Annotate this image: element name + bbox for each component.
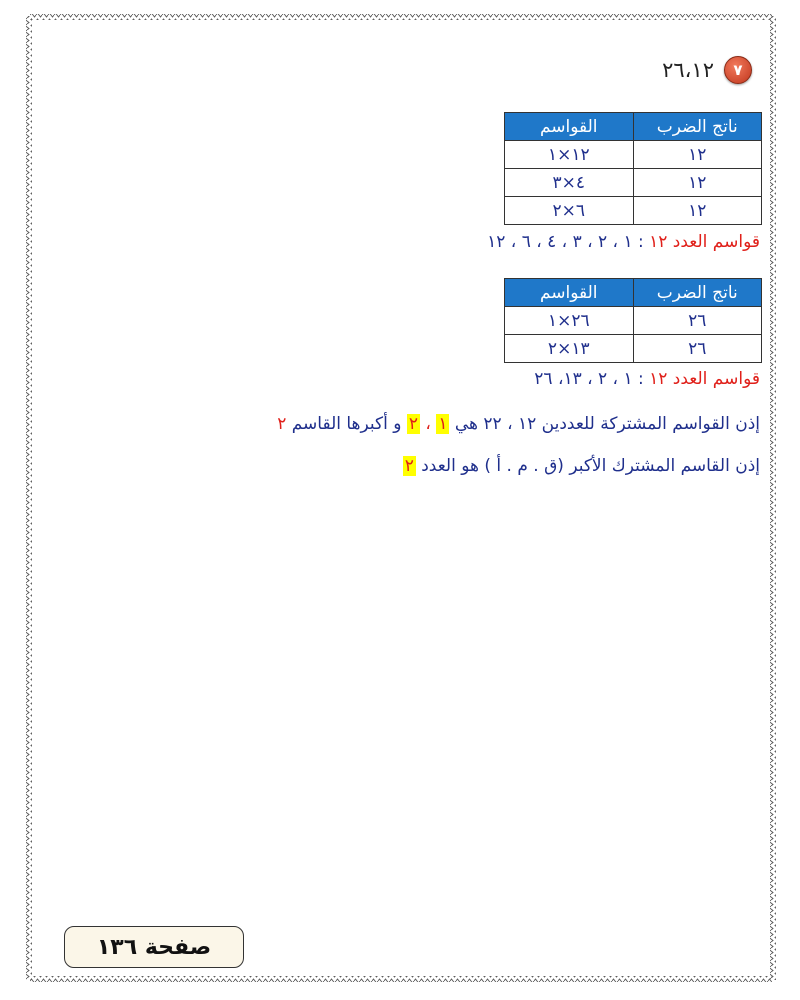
product-cell: ٢٦ <box>633 307 762 335</box>
factors-cell: ٤×٣ <box>505 169 634 197</box>
table-row <box>505 197 762 225</box>
table-row <box>505 307 762 335</box>
gcf-line <box>403 456 760 476</box>
product-cell: ٢٦ <box>633 335 762 363</box>
question-heading <box>662 56 752 84</box>
multiplication-table-12 <box>504 112 762 225</box>
header-product: ناتج الضرب <box>633 279 762 307</box>
divisors-values: : ١ ، ٢ ، ٣ ، ٤ ، ٦ ، ١٢ <box>487 232 644 252</box>
factors-cell: ١٣×٢ <box>505 335 634 363</box>
header-product: ناتج الضرب <box>633 113 762 141</box>
table-row <box>505 169 762 197</box>
common-value-1: ١ <box>438 414 448 434</box>
divisors-label: قواسم العدد ١٢ <box>649 232 760 252</box>
divisors-line-26 <box>534 369 760 389</box>
greatest-divisor: ٢ <box>277 414 287 434</box>
gcf-value: ٢ <box>404 456 414 476</box>
product-cell: ١٢ <box>633 169 762 197</box>
divisors-values: : ١ ، ٢ ، ١٣، ٢٦ <box>534 369 644 389</box>
common-sep: ، <box>425 414 431 434</box>
question-text: ٢٦،١٢ <box>662 58 714 82</box>
table-row <box>505 335 762 363</box>
header-divisors: القواسم <box>505 279 634 307</box>
common-middle: و أكبرها القاسم <box>291 414 402 434</box>
factors-cell: ٦×٢ <box>505 197 634 225</box>
common-value-2: ٢ <box>408 414 419 434</box>
header-divisors: القواسم <box>505 113 634 141</box>
page-number-box <box>64 926 244 968</box>
factors-cell: ١٢×١ <box>505 141 634 169</box>
multiplication-table-26 <box>504 278 762 363</box>
divisors-line-12 <box>487 232 760 252</box>
divisors-label: قواسم العدد ١٢ <box>649 369 760 389</box>
question-number-badge: ٧ <box>724 56 752 84</box>
page-number: صفحة ١٣٦ <box>96 934 212 960</box>
common-divisors-line <box>277 414 760 434</box>
gcf-prefix: إذن القاسم المشترك الأكبر (ق . م . أ ) هو العدد <box>421 456 760 476</box>
common-prefix: إذن القواسم المشتركة للعددين ١٢ ، ٢٢ هي <box>454 414 760 434</box>
product-cell: ١٢ <box>633 197 762 225</box>
product-cell: ١٢ <box>633 141 762 169</box>
factors-cell: ٢٦×١ <box>505 307 634 335</box>
table-row <box>505 141 762 169</box>
